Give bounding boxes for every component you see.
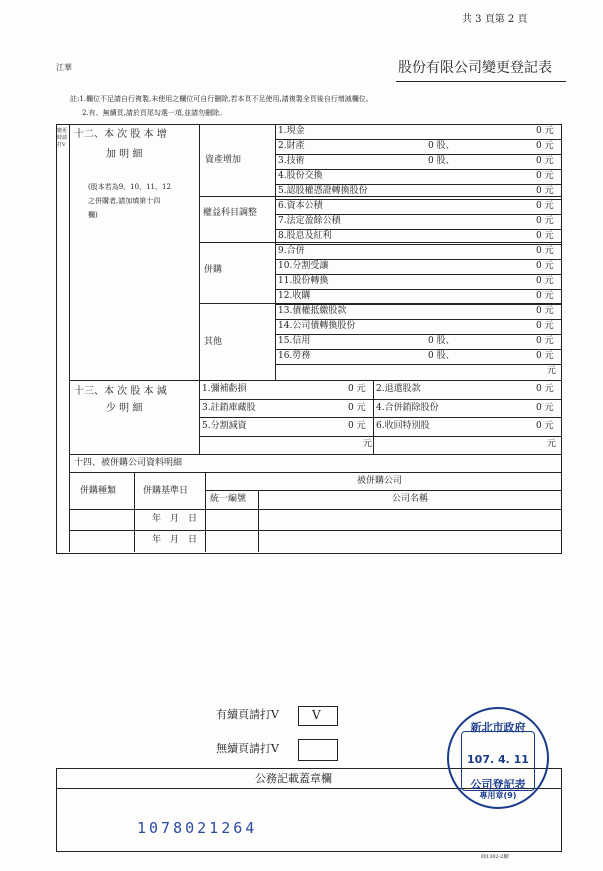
- sec14-col-date: 併購基準日: [143, 486, 189, 496]
- sec12-row-amount: 0 元: [536, 351, 554, 361]
- sec12-row-amount: 0 元: [536, 291, 554, 301]
- sec12-row-sep: [275, 184, 561, 185]
- section12-title-2: 加 明 細: [106, 149, 143, 160]
- serial-number: 1078021264: [137, 819, 258, 837]
- sec12-row-amount: 0 元: [536, 231, 554, 241]
- sec13-right-name: 4.合併銷除股份: [376, 402, 439, 413]
- sec12-row-amount: 0 元: [536, 336, 554, 346]
- sec12-row-amount: 0 元: [536, 126, 554, 136]
- sec12-row-name: 10.分割受讓: [278, 261, 329, 271]
- sec12-row-shares: 0 股、: [428, 141, 455, 151]
- sec13-total-left: 元: [363, 439, 373, 449]
- has-continuation-label: 有續頁請打V: [216, 708, 279, 721]
- sec14-date-2: 年 月 日: [152, 535, 198, 545]
- sec12-row-sep: [275, 139, 561, 140]
- official-seal-title: 公務記載蓋章欄: [255, 772, 332, 785]
- sec12-row-sep: [275, 169, 561, 170]
- sec12-row-name: 6.資本公積: [278, 201, 323, 211]
- sec12-row-name: 1.現金: [278, 126, 305, 136]
- sec12-row-sep: [275, 319, 561, 320]
- sec12-row-sep: [275, 199, 561, 200]
- sec14-col-name: 公司名稱: [392, 494, 429, 504]
- sec12-row-name: 5.認股權憑證轉換股份: [278, 186, 368, 196]
- section13-title-2: 少 明 細: [106, 403, 143, 414]
- sec12-row-name: 12.收購: [278, 291, 311, 301]
- sec14-col-2: [205, 472, 206, 552]
- section12-title-1: 十二、本 次 股 本 增: [74, 129, 167, 140]
- sec14-col-id: 統一編號: [210, 494, 247, 504]
- sec12-divider-b: [275, 124, 276, 380]
- government-stamp: [447, 707, 549, 809]
- sec12-row-amount: 0 元: [536, 186, 554, 196]
- sec12-row-amount: 0 元: [536, 261, 554, 271]
- sec12-row-amount: 0 元: [536, 201, 554, 211]
- group-sep-1: [199, 196, 561, 197]
- note-line-1: 註:1.欄位不足請自行複製,未使用之欄位可自行刪除,若本頁不足使用,請複製全頁後自行增減欄位。: [70, 95, 373, 103]
- sec12-row-name: 9.合併: [278, 246, 305, 256]
- sec13-row-sep: [199, 399, 561, 400]
- sec12-divider-a: [199, 124, 200, 380]
- sec13-row-sep: [199, 436, 561, 437]
- sec14-sub-sep: [205, 490, 561, 491]
- sec12-total-sep: [275, 364, 561, 365]
- sec12-row-shares: 0 股、: [428, 351, 455, 361]
- sec14-col-1: [134, 472, 135, 552]
- sec12-row-name: 11.股份轉換: [278, 276, 329, 286]
- page-count: 共 3 頁第 2 頁: [462, 14, 528, 25]
- sec12-row-name: 4.股份交換: [278, 171, 323, 181]
- section12-note-2: 之併購者,請加填第十四: [88, 197, 161, 205]
- sec12-row-name: 2.財產: [278, 141, 305, 151]
- sec13-right-amount: 0 元: [536, 421, 554, 431]
- sec12-row-name: 16.勞務: [278, 351, 311, 361]
- sec12-row-sep: [275, 244, 561, 245]
- sec13-left-name: 1.彌補虧損: [202, 384, 247, 394]
- stamp-label: 公司登記表: [470, 778, 526, 791]
- group-other: 其他: [204, 337, 223, 347]
- sec13-right-name: 2.退還股款: [376, 384, 421, 394]
- sec12-row-name: 8.股息及紅利: [278, 231, 332, 241]
- sec13-right-amount: 0 元: [536, 402, 554, 413]
- sec13-14-divider: [69, 454, 561, 455]
- title-underline: [396, 81, 566, 82]
- sec12-row-shares: 0 股、: [428, 336, 455, 346]
- left-col-divider: [69, 124, 70, 552]
- sec13-row-sep: [199, 417, 561, 418]
- stamp-authority: 新北市政府: [470, 721, 526, 734]
- form-title: 股份有限公司變更登記表: [398, 60, 552, 76]
- sec14-date-1: 年 月 日: [152, 514, 198, 524]
- sec13-right-name: 6.收回特別股: [376, 421, 430, 431]
- sec12-row-sep: [275, 349, 561, 350]
- group-merger: 併購: [204, 265, 223, 275]
- group-asset-increase: 資產增加: [205, 155, 242, 165]
- section12-note-3: 欄): [88, 211, 98, 219]
- stamp-date: 107. 4. 11: [467, 753, 529, 766]
- no-continuation-box[interactable]: [298, 739, 338, 761]
- change-mark-label: 變更時請打V: [57, 128, 68, 148]
- has-continuation-mark: V: [312, 708, 321, 722]
- group-equity-adjust: 權益科目調整: [203, 208, 258, 218]
- sec14-header-sep: [69, 509, 561, 510]
- sec12-row-amount: 0 元: [536, 306, 554, 316]
- form-code: 商1302-2網: [481, 854, 509, 860]
- section12-note-1: (股本若為9、10、11、12: [88, 183, 171, 191]
- sec12-row-amount: 0 元: [536, 141, 554, 151]
- sec12-row-name: 3.技術: [278, 156, 305, 166]
- sec14-col-type: 併購種類: [80, 486, 117, 496]
- sec12-row-sep: [275, 229, 561, 230]
- section13-title-1: 十三、本 次 股 本 減: [74, 386, 167, 397]
- sec13-left-name: 3.註銷庫藏股: [202, 402, 256, 413]
- group-sep-2: [199, 242, 561, 243]
- sec14-row-sep: [69, 530, 561, 531]
- sec12-total-unit: 元: [547, 366, 557, 376]
- sec12-row-sep: [275, 274, 561, 275]
- sec13-left-amount: 0 元: [348, 384, 366, 394]
- sec14-col-target: 被併購公司: [357, 476, 403, 486]
- sec13-left-name: 5.分割減資: [202, 421, 247, 431]
- sec12-row-amount: 0 元: [536, 321, 554, 331]
- note-line-2: 2.有、無續頁,請於頁尾勾選一項,並請勿刪除。: [82, 109, 227, 117]
- sec12-row-sep: [275, 154, 561, 155]
- section14-title: 十四、被併購公司資料明細: [74, 458, 183, 468]
- sec12-row-sep: [275, 259, 561, 260]
- sec12-row-amount: 0 元: [536, 171, 554, 181]
- sec12-row-name: 14.公司債轉換股份: [278, 321, 356, 331]
- sec12-row-amount: 0 元: [536, 276, 554, 286]
- sec12-row-name: 13.債權抵繳股款: [278, 306, 347, 316]
- sec13-left-amount: 0 元: [348, 402, 366, 413]
- sec12-13-divider: [69, 380, 561, 381]
- sec13-right-amount: 0 元: [536, 384, 554, 394]
- sec12-row-sep: [275, 289, 561, 290]
- sec12-row-sep: [275, 304, 561, 305]
- sec12-row-amount: 0 元: [536, 246, 554, 256]
- stamp-sub: 專用章(9): [479, 791, 517, 800]
- sec12-row-sep: [275, 334, 561, 335]
- sec12-row-sep: [275, 214, 561, 215]
- sec12-row-amount: 0 元: [536, 156, 554, 166]
- sec13-left-amount: 0 元: [348, 421, 366, 431]
- sec12-row-name: 7.法定盈餘公積: [278, 216, 341, 226]
- sec13-total-right: 元: [547, 439, 557, 449]
- company-short-name: 江華: [56, 63, 72, 72]
- sec12-row-shares: 0 股、: [428, 156, 455, 166]
- sec14-col-3: [258, 490, 259, 552]
- no-continuation-label: 無續頁請打V: [216, 742, 279, 755]
- sec12-row-name: 15.信用: [278, 336, 311, 346]
- sec14-title-sep: [69, 472, 561, 473]
- sec12-row-amount: 0 元: [536, 216, 554, 226]
